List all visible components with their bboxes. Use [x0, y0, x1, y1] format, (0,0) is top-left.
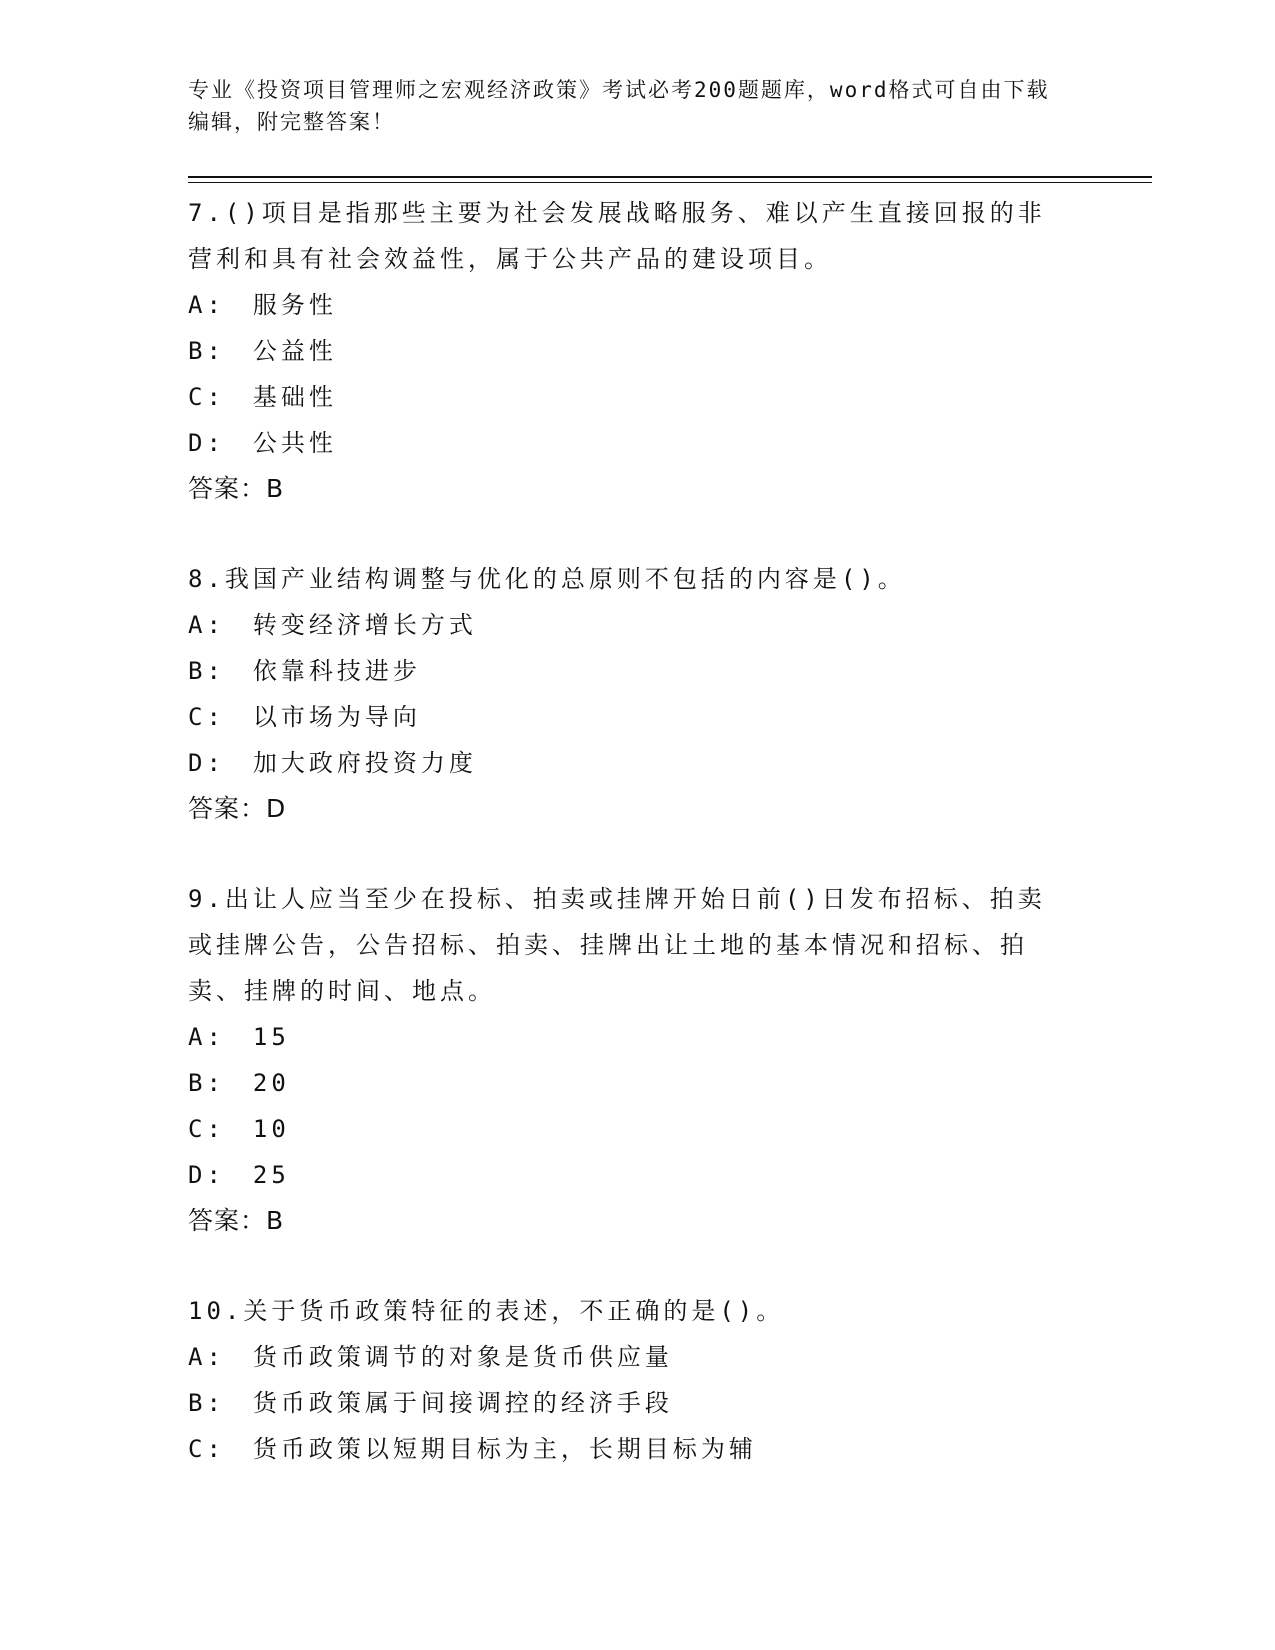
option-key: C:: [188, 383, 225, 411]
option-text: 15: [252, 1023, 290, 1051]
option-key: D:: [188, 429, 225, 457]
question-list: [188, 190, 1068, 1516]
option-key: A:: [188, 291, 225, 319]
option-key: A:: [188, 1343, 225, 1371]
option-text: 加大政府投资力度: [252, 749, 477, 777]
option-b: [188, 648, 1068, 694]
option-text: 转变经济增长方式: [252, 611, 477, 639]
option-d: [188, 1152, 1068, 1198]
option-key: D:: [188, 1161, 225, 1189]
option-key: D:: [188, 749, 225, 777]
option-key: C:: [188, 703, 225, 731]
option-b: [188, 1060, 1068, 1106]
option-text: 货币政策属于间接调控的经济手段: [252, 1389, 673, 1417]
option-text: 20: [252, 1069, 290, 1097]
option-key: A:: [188, 611, 225, 639]
option-key: C:: [188, 1115, 225, 1143]
option-text: 公共性: [252, 429, 337, 457]
question-stem: 8.我国产业结构调整与优化的总原则不包括的内容是()。: [188, 565, 906, 593]
option-key: B:: [188, 657, 225, 685]
option-text: 货币政策以短期目标为主，长期目标为辅: [252, 1435, 757, 1463]
option-text: 25: [252, 1161, 290, 1189]
option-text: 以市场为导向: [252, 703, 421, 731]
option-b: [188, 1380, 1068, 1426]
answer-line: 答案：B: [188, 1206, 285, 1235]
option-c: [188, 374, 1068, 420]
option-d: [188, 420, 1068, 466]
option-key: C:: [188, 1435, 225, 1463]
option-key: B:: [188, 1069, 225, 1097]
header-divider-thin: [188, 182, 1152, 183]
question-9: [188, 876, 1068, 1244]
option-a: [188, 282, 1068, 328]
option-c: [188, 694, 1068, 740]
document-header: 专业《投资项目管理师之宏观经济政策》考试必考200题题库，word格式可自由下载编辑，附完整答案！: [188, 78, 1050, 134]
question-stem: 9.出让人应当至少在投标、拍卖或挂牌开始日前()日发布招标、拍卖或挂牌公告，公告招标、拍卖、挂牌出让土地的基本情况和招标、拍卖、挂牌的时间、地点。: [188, 885, 1046, 1005]
option-key: A:: [188, 1023, 225, 1051]
question-stem: 7.()项目是指那些主要为社会发展战略服务、难以产生直接回报的非营利和具有社会效益性，属于公共产品的建设项目。: [188, 199, 1046, 273]
question-8: [188, 556, 1068, 832]
question-10: [188, 1288, 1068, 1472]
answer-line: 答案：D: [188, 794, 287, 823]
option-text: 公益性: [252, 337, 337, 365]
option-a: [188, 1334, 1068, 1380]
option-text: 依靠科技进步: [252, 657, 421, 685]
answer-line: 答案：B: [188, 474, 285, 503]
option-c: [188, 1426, 1068, 1472]
header-divider-thick: [188, 176, 1152, 178]
option-a: [188, 1014, 1068, 1060]
option-b: [188, 328, 1068, 374]
option-a: [188, 602, 1068, 648]
option-text: 10: [252, 1115, 290, 1143]
option-key: B:: [188, 1389, 225, 1417]
option-c: [188, 1106, 1068, 1152]
option-key: B:: [188, 337, 225, 365]
option-text: 服务性: [252, 291, 337, 319]
option-d: [188, 740, 1068, 786]
option-text: 基础性: [252, 383, 337, 411]
question-stem: 10.关于货币政策特征的表述，不正确的是()。: [188, 1297, 785, 1325]
option-text: 货币政策调节的对象是货币供应量: [252, 1343, 673, 1371]
question-7: [188, 190, 1068, 512]
